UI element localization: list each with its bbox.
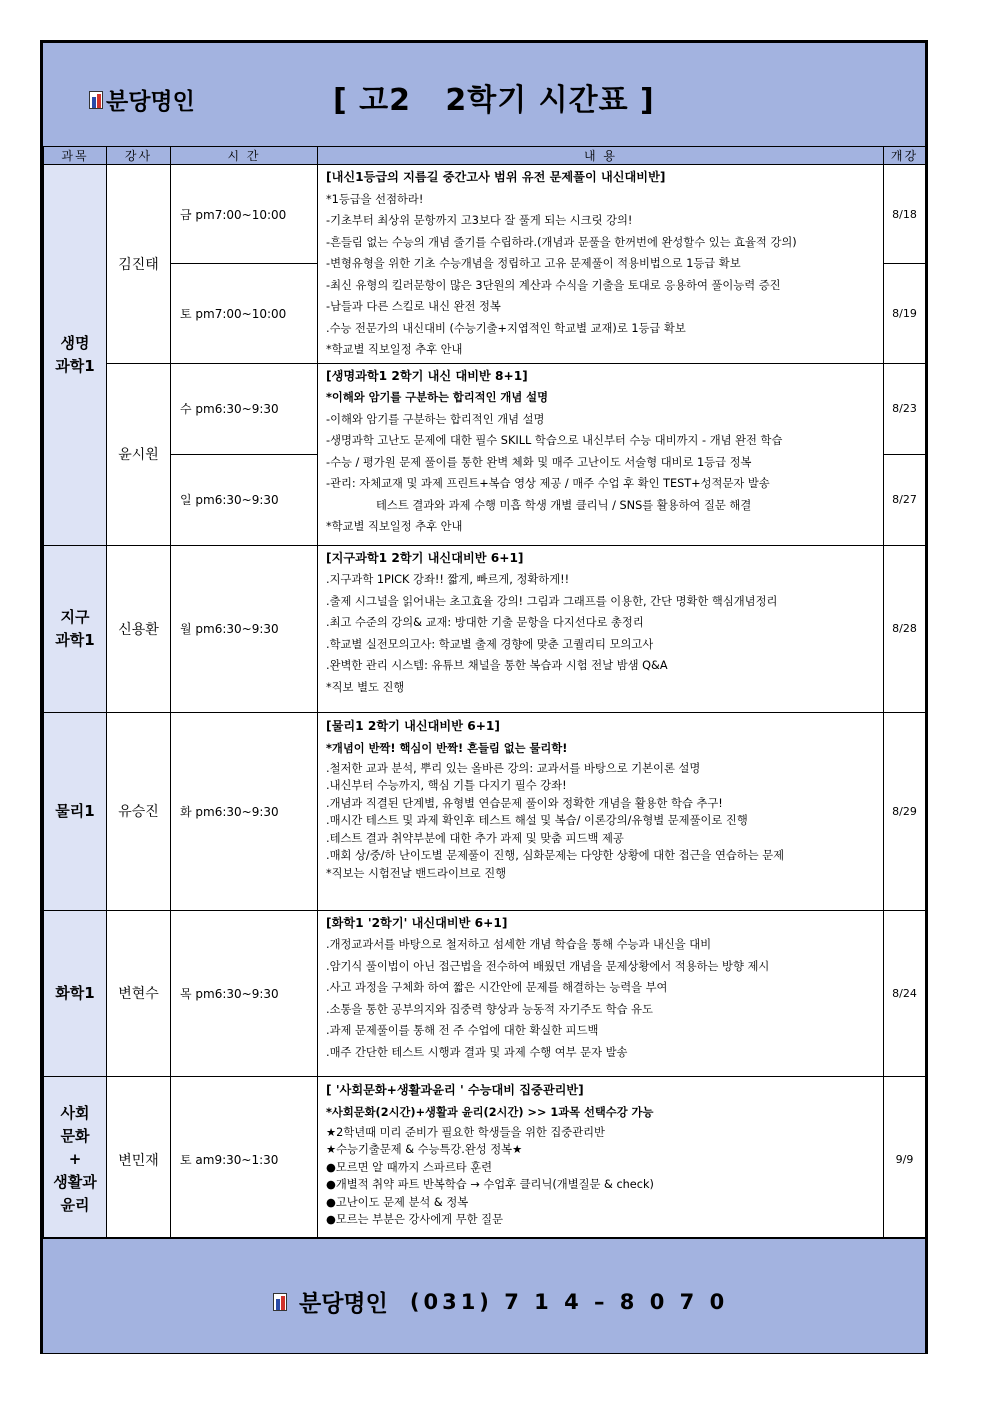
table-row [44,712,926,910]
teacher-cell: 유승진 [107,712,171,910]
time-cell: 일 pm6:30~9:30 [171,454,318,545]
col-teacher: 강사 [107,147,171,165]
content-line: *직보는 시험전날 밴드라이브로 진행 [326,866,507,880]
table-row [44,363,926,454]
content-line: [화학1 '2학기' 내신대비반 6+1] [326,915,508,930]
timetable [43,146,926,1244]
table-row [44,1076,926,1243]
content-line: .완벽한 관리 시스템: 유튜브 채널을 통한 복습과 시험 전날 밤샘 Q&A [326,659,668,672]
content-line: ★2학년때 미리 준비가 필요한 학생들을 위한 집중관리반 [326,1125,605,1139]
content-line: .테스트 결과 취약부분에 대한 추가 과제 및 맞춤 피드백 제공 [326,831,624,845]
content-line: -기초부터 최상위 문항까지 고3보다 잘 풀게 되는 시크릿 강의! [326,214,633,227]
teacher-cell: 변민재 [107,1076,171,1243]
page-title: [ 고2 2학기 시간표 ] [333,83,655,118]
content-line: .매회 상/중/하 난이도별 문제풀이 진행, 심화문제는 다양한 상황에 대한 접근을 연습하는 문제 [326,849,785,862]
content-line: -생명과학 고난도 문제에 대한 필수 SKILL 학습으로 내신부터 수능 대비까지 - 개념 완전 학습 [326,434,783,447]
open-cell: 8/18 [884,165,926,264]
time-cell: 토 pm7:00~10:00 [171,264,318,363]
content-line: -흔들림 없는 수능의 개념 줄기를 수립하라.(개념과 문풀을 한꺼번에 완성할수 있는 효율적 강의) [326,235,797,249]
content-line: [지구과학1 2학기 내신대비반 6+1] [326,550,524,565]
table-row [44,910,926,1076]
content-line: -관리: 자체교재 및 과제 프린트+복습 영상 제공 / 매주 수업 후 확인 TEST+성적문자 발송 [326,477,770,490]
footer-logo [273,1285,728,1318]
footer-logo-icon [273,1293,287,1311]
subject-cell: 사회 문화 + 생활과 윤리 [44,1076,107,1243]
content-line: [생명과학1 2학기 내신 대비반 8+1] [326,368,528,383]
content-line: .암기식 풀이법이 아닌 접근법을 전수하여 배웠던 개념을 문제상황에서 적용하는 방향 제시 [326,959,770,973]
page-footer [43,1237,925,1353]
time-cell: 화 pm6:30~9:30 [171,712,318,910]
teacher-cell: 신용환 [107,545,171,712]
teacher-cell: 김진태 [107,165,171,364]
content-line: .개념과 직결된 단계별, 유형별 연습문제 풀이와 정확한 개념을 활용한 학습 추구! [326,796,723,810]
teacher-cell: 윤시원 [107,363,171,545]
content-line: .내신부터 수능까지, 핵심 기틀 다지기 필수 강좌! [326,779,567,792]
teacher-cell: 변현수 [107,910,171,1076]
table-row [44,545,926,712]
time-cell: 목 pm6:30~9:30 [171,910,318,1076]
table-row [44,165,926,264]
brand-logo [89,83,195,116]
footer-brand-name: 분당명인 [299,1291,388,1317]
content-line: *1등급을 선점하라! [326,192,424,206]
content-cell [318,1076,884,1243]
content-line: .지구과학 1PICK 강좌!! 짧게, 빠르게, 정확하게!! [326,573,570,586]
col-open: 개강 [884,147,926,165]
open-cell: 9/9 [884,1076,926,1243]
timetable-frame [40,40,928,1354]
content-line: -이해와 암기를 구분하는 합리적인 개념 설명 [326,412,545,426]
open-cell: 8/29 [884,712,926,910]
content-line: ●모르면 알 때까지 스파르타 훈련 [326,1160,493,1174]
content-line: -변형유형을 위한 기초 수능개념을 정립하고 고유 문제풀이 적용비법으로 1등급 확보 [326,257,741,270]
content-line: [ '사회문화+생활과윤리 ' 수능대비 집중관리반] [326,1082,584,1097]
content-line: .소통을 통한 공부의지와 집중력 향상과 능동적 자기주도 학습 유도 [326,1002,653,1016]
content-line: *개념이 반짝! 핵심이 반짝! 흔들림 없는 물리학! [326,741,568,755]
time-cell: 토 am9:30~1:30 [171,1076,318,1243]
content-line: 테스트 결과와 과제 수행 미흡 학생 개별 클리닉 / SNS를 활용하여 질문 해결 [376,498,752,512]
col-content: 내 용 [318,147,884,165]
content-line: [물리1 2학기 내신대비반 6+1] [326,718,500,733]
content-cell [318,363,884,545]
content-line: ●개별적 취약 파트 반복학습 → 수업후 클리닉(개별질문 & check) [326,1178,654,1191]
content-line: .철저한 교과 분석, 뿌리 있는 올바른 강의: 교과서를 바탕으로 기본이론 설명 [326,761,701,775]
content-line: -수능 / 평가원 문제 풀이를 통한 완벽 체화 및 매주 고난이도 서술형 대비로 1등급 정복 [326,455,752,469]
content-line: *학교별 직보일정 추후 안내 [326,343,463,356]
content-line: .개정교과서를 바탕으로 철저하고 섬세한 개념 학습을 통해 수능과 내신을 대비 [326,938,712,951]
content-line: [내신1등급의 지름길 중간고사 범위 유전 문제풀이 내신대비반] [326,170,666,184]
content-line: *직보 별도 진행 [326,680,405,694]
content-cell [318,910,884,1076]
time-cell: 금 pm7:00~10:00 [171,165,318,264]
subject-cell: 지구 과학1 [44,545,107,712]
content-line: -최신 유형의 킬러문항이 많은 3단원의 계산과 수식을 기출을 토대로 응용하여 풀이능력 증진 [326,278,781,292]
time-cell: 수 pm6:30~9:30 [171,363,318,454]
content-cell [318,545,884,712]
content-line: .출제 시그널을 읽어내는 초고효율 강의! 그림과 그래프를 이용한, 간단 명확한 핵심개념정리 [326,594,778,608]
content-cell [318,165,884,364]
content-line: ●고난이도 문제 분석 & 정복 [326,1195,469,1209]
col-time: 시 간 [171,147,318,165]
content-cell [318,712,884,910]
open-cell: 8/28 [884,545,926,712]
content-line: .매시간 테스트 및 과제 확인후 테스트 해설 및 복습/ 이론강의/유형별 문제풀이로 진행 [326,814,748,827]
subject-cell: 생명 과학1 [44,165,107,546]
brand-logo-icon [89,91,103,109]
content-line: .학교별 실전모의고사: 학교별 출제 경향에 맞춘 고퀄리티 모의고사 [326,637,654,651]
content-line: .과제 문제풀이를 통해 전 주 수업에 대한 확실한 피드백 [326,1024,599,1037]
subject-cell: 물리1 [44,712,107,910]
page-header [43,43,925,148]
time-cell: 월 pm6:30~9:30 [171,545,318,712]
footer-phone: (031) 7 1 4 – 8 0 7 0 [409,1289,729,1314]
content-line: -남들과 다른 스킬로 내신 완전 정복 [326,300,501,313]
table-header-row [44,147,926,165]
content-line: *이해와 암기를 구분하는 합리적인 개념 설명 [326,391,549,404]
content-line: ●모르는 부분은 강사에게 무한 질문 [326,1213,504,1226]
open-cell: 8/19 [884,264,926,363]
content-line: .매주 간단한 테스트 시행과 결과 및 과제 수행 여부 문자 발송 [326,1045,628,1059]
subject-cell: 화학1 [44,910,107,1076]
content-line: .사고 과정을 구체화 하여 짧은 시간안에 문제를 해결하는 능력을 부여 [326,981,668,994]
content-line: *사회문화(2시간)+생활과 윤리(2시간) >> 1과목 선택수강 가능 [326,1105,654,1119]
open-cell: 8/27 [884,454,926,545]
content-line: *학교별 직보일정 추후 안내 [326,520,463,533]
open-cell: 8/23 [884,363,926,454]
content-line: ★수능기출문제 & 수능특강.완성 정복★ [326,1143,523,1156]
col-subject: 과목 [44,147,107,165]
content-line: .수능 전문가의 내신대비 (수능기출+지엽적인 학교별 교재)로 1등급 확보 [326,321,686,335]
open-cell: 8/24 [884,910,926,1076]
content-line: .최고 수준의 강의& 교재: 방대한 기출 문항을 다지선다로 총정리 [326,616,644,629]
brand-name: 분당명인 [106,89,195,115]
